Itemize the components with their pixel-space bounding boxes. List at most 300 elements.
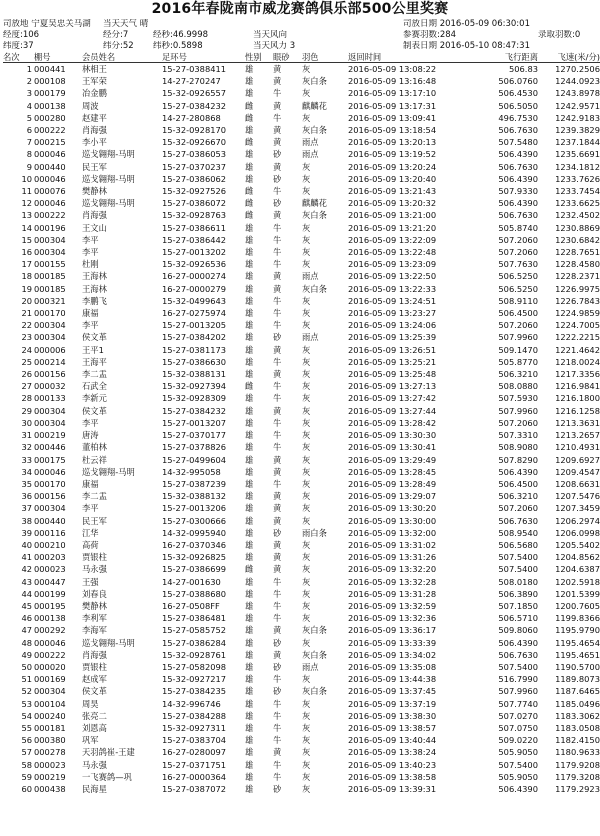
- cell-speed: 1270.2506: [555, 64, 600, 74]
- cell-color: 灰: [302, 234, 311, 245]
- col-header-member: 会员姓名: [82, 52, 162, 63]
- cell-sex: 雄: [245, 308, 254, 319]
- cell-color: 灰: [302, 173, 311, 184]
- cell-ring: 16-27-0000364: [162, 771, 227, 782]
- cell-return-time: 2016-05-09 13:21:43: [348, 186, 437, 197]
- cell-eye: 砂: [273, 527, 282, 538]
- cell-sex: 雌: [245, 112, 254, 123]
- cell-sex: 雄: [245, 356, 254, 367]
- cell-ring: 16-27-0275974: [162, 308, 227, 319]
- cell-sex: 雄: [245, 674, 254, 685]
- race-info-row-2: [0, 30, 600, 41]
- cell-eye: 黄: [273, 564, 282, 575]
- cell-loft: 000156: [34, 491, 66, 502]
- info-wind-force: 当天风力 3: [253, 41, 296, 51]
- cell-return-time: 2016-05-09 13:23:09: [348, 259, 437, 270]
- cell-speed: 1221.4642: [555, 344, 600, 355]
- cell-eye: 黄: [273, 137, 282, 148]
- cell-return-time: 2016-05-09 13:31:02: [348, 539, 437, 550]
- cell-ring: 15-32-0928170: [162, 125, 227, 136]
- cell-loft: 000280: [34, 112, 66, 123]
- table-row: [3, 588, 600, 600]
- cell-distance: 507.3310: [498, 430, 538, 441]
- cell-distance: 507.8290: [498, 454, 538, 465]
- cell-return-time: 2016-05-09 13:38:58: [348, 771, 437, 782]
- cell-eye: 砂: [273, 637, 282, 648]
- cell-rank: 11: [21, 186, 32, 197]
- cell-sex: 雄: [245, 454, 254, 465]
- cell-loft: 000046: [34, 637, 66, 648]
- cell-color: 雨点: [302, 149, 319, 160]
- cell-rank: 17: [21, 259, 32, 270]
- cell-loft: 000181: [34, 722, 66, 733]
- cell-ring: 15-27-0384232: [162, 405, 227, 416]
- cell-loft: 000196: [34, 222, 66, 233]
- table-row: [3, 356, 600, 368]
- cell-member: 贾银柱: [82, 661, 107, 672]
- cell-rank: 8: [26, 149, 32, 160]
- cell-return-time: 2016-05-09 13:20:40: [348, 173, 437, 184]
- cell-eye: 牛: [273, 600, 282, 611]
- cell-color: 雨点: [302, 332, 319, 343]
- cell-member: 天羽鸽崔-王建: [82, 747, 135, 758]
- table-row: [3, 734, 600, 746]
- cell-ring: 15-27-0386284: [162, 637, 227, 648]
- cell-return-time: 2016-05-09 13:24:51: [348, 295, 437, 306]
- table-row: [3, 710, 600, 722]
- cell-color: 灰: [302, 466, 311, 477]
- table-row: [3, 673, 600, 685]
- cell-speed: 1218.0024: [555, 356, 600, 367]
- cell-eye: 牛: [273, 442, 282, 453]
- table-row: [3, 649, 600, 661]
- col-header-distance: 飞行距离: [465, 52, 538, 63]
- cell-color: 灰: [302, 430, 311, 441]
- cell-eye: 黄: [273, 283, 282, 294]
- cell-color: 灰: [302, 247, 311, 258]
- cell-member: 冶金鹏: [82, 88, 107, 99]
- cell-sex: 雄: [245, 661, 254, 672]
- cell-speed: 1180.9633: [555, 747, 600, 758]
- cell-eye: 牛: [273, 112, 282, 123]
- cell-member: 民王军: [82, 161, 107, 172]
- cell-color: 灰: [302, 564, 311, 575]
- cell-distance: 506.7630: [498, 210, 538, 221]
- cell-eye: 牛: [273, 356, 282, 367]
- cell-distance: 505.9050: [498, 771, 538, 782]
- table-row: [3, 429, 600, 441]
- table-row: [3, 161, 600, 173]
- cell-sex: 雌: [245, 198, 254, 209]
- cell-speed: 1242.9183: [555, 112, 600, 123]
- table-row: [3, 783, 600, 795]
- cell-ring: 15-27-0013207: [162, 417, 227, 428]
- table-header-row: [3, 52, 600, 63]
- cell-color: 雨点: [302, 137, 319, 148]
- cell-color: 灰: [302, 747, 311, 758]
- table-row: [3, 197, 600, 209]
- cell-color: 灰: [302, 576, 311, 587]
- cell-speed: 1242.9571: [555, 100, 600, 111]
- cell-color: 灰: [302, 552, 311, 563]
- cell-eye: 黄: [273, 552, 282, 563]
- table-row: [3, 344, 600, 356]
- cell-loft: 000447: [34, 576, 66, 587]
- cell-sex: 雄: [245, 442, 254, 453]
- info-admitted: 录取羽数:0: [538, 30, 581, 40]
- cell-loft: 000222: [34, 125, 66, 136]
- cell-member: 王海林: [82, 283, 107, 294]
- cell-loft: 000076: [34, 186, 66, 197]
- table-row: [3, 612, 600, 624]
- cell-speed: 1195.9790: [555, 625, 600, 636]
- cell-loft: 000304: [34, 686, 66, 697]
- cell-color: 灰: [302, 369, 311, 380]
- cell-color: 灰白条: [302, 649, 327, 660]
- cell-eye: 牛: [273, 588, 282, 599]
- cell-ring: 15-27-0371751: [162, 759, 227, 770]
- cell-color: 灰: [302, 186, 311, 197]
- table-row: [3, 100, 600, 112]
- cell-rank: 21: [21, 308, 32, 319]
- cell-return-time: 2016-05-09 13:32:20: [348, 564, 437, 575]
- cell-member: 李小平: [82, 137, 107, 148]
- cell-member: 李二盂: [82, 491, 107, 502]
- cell-return-time: 2016-05-09 13:27:42: [348, 393, 437, 404]
- cell-ring: 15-32-0927526: [162, 186, 227, 197]
- cell-ring: 15-27-0585752: [162, 625, 227, 636]
- cell-rank: 57: [21, 747, 32, 758]
- cell-return-time: 2016-05-09 13:16:48: [348, 76, 437, 87]
- cell-sex: 雄: [245, 76, 254, 87]
- cell-ring: 15-32-0388132: [162, 491, 227, 502]
- cell-sex: 雄: [245, 539, 254, 550]
- table-row: [3, 722, 600, 734]
- cell-loft: 000195: [34, 600, 66, 611]
- cell-rank: 32: [21, 442, 32, 453]
- cell-eye: 牛: [273, 771, 282, 782]
- cell-loft: 000138: [34, 613, 66, 624]
- cell-speed: 1237.1844: [555, 137, 600, 148]
- cell-distance: 506.7630: [498, 161, 538, 172]
- cell-sex: 雄: [245, 88, 254, 99]
- cell-sex: 雄: [245, 478, 254, 489]
- cell-sex: 雄: [245, 173, 254, 184]
- cell-rank: 55: [21, 722, 32, 733]
- cell-ring: 15-27-0386072: [162, 198, 227, 209]
- cell-loft: 000214: [34, 356, 66, 367]
- cell-sex: 雄: [245, 283, 254, 294]
- cell-color: 灰: [302, 588, 311, 599]
- cell-return-time: 2016-05-09 13:18:54: [348, 125, 437, 136]
- cell-return-time: 2016-05-09 13:38:30: [348, 710, 437, 721]
- cell-return-time: 2016-05-09 13:37:45: [348, 686, 437, 697]
- cell-member: 李平: [82, 503, 99, 514]
- cell-distance: 507.2060: [498, 247, 538, 258]
- table-row: [3, 771, 600, 783]
- cell-color: 灰: [302, 771, 311, 782]
- table-row: [3, 185, 600, 197]
- cell-speed: 1213.2657: [555, 430, 600, 441]
- cell-sex: 雄: [245, 735, 254, 746]
- table-row: [3, 405, 600, 417]
- cell-distance: 506.4390: [498, 466, 538, 477]
- cell-member: 侯文革: [82, 686, 107, 697]
- cell-rank: 13: [21, 210, 32, 221]
- info-release-date: 司放日期 2016-05-09 06:30:01: [403, 19, 530, 29]
- cell-rank: 22: [21, 320, 32, 331]
- cell-distance: 506.7630: [498, 649, 538, 660]
- cell-eye: 黄: [273, 76, 282, 87]
- cell-sex: 雄: [245, 527, 254, 538]
- cell-distance: 507.5930: [498, 393, 538, 404]
- cell-sex: 雄: [245, 771, 254, 782]
- cell-member: 李平: [82, 234, 99, 245]
- cell-color: 灰: [302, 356, 311, 367]
- cell-speed: 1195.4651: [555, 649, 600, 660]
- table-row: [3, 698, 600, 710]
- table-row: [3, 307, 600, 319]
- cell-eye: 黄: [273, 454, 282, 465]
- cell-distance: 508.9540: [498, 527, 538, 538]
- cell-ring: 15-27-0370177: [162, 430, 227, 441]
- cell-distance: 507.9330: [498, 186, 538, 197]
- cell-eye: 牛: [273, 735, 282, 746]
- cell-member: 肖海强: [82, 125, 107, 136]
- table-row: [3, 173, 600, 185]
- cell-return-time: 2016-05-09 13:40:23: [348, 759, 437, 770]
- cell-sex: 雄: [245, 783, 254, 794]
- cell-distance: 507.2060: [498, 503, 538, 514]
- cell-rank: 4: [26, 100, 32, 111]
- cell-member: 李新元: [82, 393, 107, 404]
- cell-distance: 506.5250: [498, 271, 538, 282]
- cell-speed: 1195.4654: [555, 637, 600, 648]
- cell-loft: 000446: [34, 442, 66, 453]
- cell-ring: 16-27-0000279: [162, 283, 227, 294]
- cell-color: 麒麟花: [302, 198, 327, 209]
- cell-sex: 雄: [245, 710, 254, 721]
- cell-sex: 雄: [245, 161, 254, 172]
- cell-sex: 雄: [245, 491, 254, 502]
- cell-member: 巡戈翱翔-马明: [82, 466, 135, 477]
- cell-member: 李利军: [82, 613, 107, 624]
- cell-loft: 000219: [34, 771, 66, 782]
- cell-return-time: 2016-05-09 13:36:17: [348, 625, 437, 636]
- cell-color: 灰: [302, 64, 311, 74]
- table-row: [3, 466, 600, 478]
- cell-return-time: 2016-05-09 13:25:21: [348, 356, 437, 367]
- table-row: [3, 319, 600, 331]
- cell-member: 江华: [82, 527, 99, 538]
- cell-ring: 15-27-0386630: [162, 356, 227, 367]
- cell-color: 灰: [302, 259, 311, 270]
- cell-speed: 1185.0496: [555, 698, 600, 709]
- cell-loft: 000169: [34, 674, 66, 685]
- cell-sex: 雄: [245, 369, 254, 380]
- cell-eye: 砂: [273, 173, 282, 184]
- cell-return-time: 2016-05-09 13:34:02: [348, 649, 437, 660]
- cell-speed: 1232.4502: [555, 210, 600, 221]
- cell-distance: 506.4500: [498, 308, 538, 319]
- cell-color: 灰: [302, 405, 311, 416]
- cell-rank: 30: [21, 417, 32, 428]
- cell-return-time: 2016-05-09 13:27:13: [348, 381, 437, 392]
- cell-member: 民海星: [82, 783, 107, 794]
- cell-speed: 1179.2923: [555, 783, 600, 794]
- cell-ring: 15-27-0384288: [162, 710, 227, 721]
- race-info-row-3: [0, 41, 600, 52]
- cell-speed: 1187.6465: [555, 686, 600, 697]
- cell-speed: 1230.6842: [555, 234, 600, 245]
- cell-rank: 12: [21, 198, 32, 209]
- cell-speed: 1202.5918: [555, 576, 600, 587]
- cell-speed: 1230.8869: [555, 222, 600, 233]
- cell-ring: 15-32-0928763: [162, 210, 227, 221]
- cell-rank: 35: [21, 478, 32, 489]
- table-row: [3, 454, 600, 466]
- cell-rank: 33: [21, 454, 32, 465]
- cell-sex: 雄: [245, 393, 254, 404]
- cell-speed: 1224.7005: [555, 320, 600, 331]
- cell-sex: 雄: [245, 637, 254, 648]
- cell-rank: 29: [21, 405, 32, 416]
- cell-eye: 牛: [273, 478, 282, 489]
- cell-member: 侯文革: [82, 332, 107, 343]
- cell-rank: 56: [21, 735, 32, 746]
- table-row: [3, 295, 600, 307]
- cell-speed: 1222.2215: [555, 332, 600, 343]
- cell-loft: 000292: [34, 625, 66, 636]
- cell-loft: 000222: [34, 210, 66, 221]
- table-row: [3, 331, 600, 343]
- cell-sex: 雄: [245, 417, 254, 428]
- cell-return-time: 2016-05-09 13:40:44: [348, 735, 437, 746]
- info-longitude-sec: 经秒:46.9998: [153, 30, 209, 40]
- info-blank: [538, 19, 600, 30]
- cell-ring: 15-27-0387239: [162, 478, 227, 489]
- cell-speed: 1179.3208: [555, 771, 600, 782]
- cell-color: 灰: [302, 454, 311, 465]
- cell-eye: 牛: [273, 234, 282, 245]
- cell-return-time: 2016-05-09 13:28:49: [348, 478, 437, 489]
- cell-color: 雨白条: [302, 527, 327, 538]
- cell-rank: 14: [21, 222, 32, 233]
- cell-member: 李鹏飞: [82, 295, 107, 306]
- cell-return-time: 2016-05-09 13:32:59: [348, 600, 437, 611]
- cell-member: 杜刚: [82, 259, 99, 270]
- cell-distance: 506.3210: [498, 491, 538, 502]
- cell-rank: 38: [21, 515, 32, 526]
- cell-rank: 7: [26, 137, 32, 148]
- cell-eye: 黄: [273, 747, 282, 758]
- cell-distance: 507.9960: [498, 332, 538, 343]
- cell-member: 侯文革: [82, 405, 107, 416]
- cell-return-time: 2016-05-09 13:19:52: [348, 149, 437, 160]
- cell-color: 麒麟花: [302, 100, 327, 111]
- cell-member: 赵成军: [82, 674, 107, 685]
- table-row: [3, 746, 600, 758]
- cell-color: 灰白条: [302, 625, 327, 636]
- cell-sex: 雄: [245, 125, 254, 136]
- cell-rank: 9: [26, 161, 32, 172]
- cell-sex: 雄: [245, 430, 254, 441]
- cell-eye: 牛: [273, 259, 282, 270]
- cell-ring: 15-32-0499643: [162, 295, 227, 306]
- cell-distance: 507.5400: [498, 552, 538, 563]
- info-entries: 参赛羽数:284: [403, 30, 457, 40]
- cell-ring: 14-32-996746: [162, 698, 221, 709]
- table-row: [3, 380, 600, 392]
- cell-ring: 14-32-995058: [162, 466, 221, 477]
- cell-member: 刘恩高: [82, 722, 107, 733]
- cell-member: 巩军: [82, 735, 99, 746]
- cell-color: 灰: [302, 674, 311, 685]
- cell-sex: 雄: [245, 747, 254, 758]
- cell-speed: 1210.4931: [555, 442, 600, 453]
- cell-rank: 45: [21, 600, 32, 611]
- cell-loft: 000155: [34, 259, 66, 270]
- cell-rank: 18: [21, 271, 32, 282]
- table-row: [3, 551, 600, 563]
- cell-rank: 37: [21, 503, 32, 514]
- cell-speed: 1208.6631: [555, 478, 600, 489]
- cell-eye: 黄: [273, 466, 282, 477]
- cell-loft: 000156: [34, 369, 66, 380]
- cell-ring: 15-32-0926557: [162, 88, 227, 99]
- cell-speed: 1190.5700: [555, 661, 600, 672]
- cell-member: 杜云祥: [82, 454, 107, 465]
- cell-distance: 506.7630: [498, 125, 538, 136]
- cell-return-time: 2016-05-09 13:22:48: [348, 247, 437, 258]
- cell-eye: 黄: [273, 210, 282, 221]
- cell-member: 马永强: [82, 759, 107, 770]
- cell-rank: 50: [21, 661, 32, 672]
- cell-return-time: 2016-05-09 13:38:24: [348, 747, 437, 758]
- cell-color: 灰: [302, 600, 311, 611]
- table-row: [3, 576, 600, 588]
- cell-rank: 31: [21, 430, 32, 441]
- cell-ring: 15-32-0926670: [162, 137, 227, 148]
- cell-eye: 黄: [273, 161, 282, 172]
- cell-eye: 牛: [273, 430, 282, 441]
- cell-color: 灰: [302, 759, 311, 770]
- cell-distance: 516.7990: [498, 674, 538, 685]
- cell-sex: 雄: [245, 600, 254, 611]
- cell-color: 灰: [302, 722, 311, 733]
- cell-color: 灰: [302, 442, 311, 453]
- info-weather: 当天天气 晴: [103, 19, 149, 29]
- cell-sex: 雄: [245, 552, 254, 563]
- cell-ring: 15-27-0383704: [162, 735, 227, 746]
- table-row: [3, 515, 600, 527]
- cell-loft: 000006: [34, 344, 66, 355]
- cell-member: 樊静林: [82, 186, 107, 197]
- cell-member: 李二盂: [82, 369, 107, 380]
- cell-loft: 000304: [34, 247, 66, 258]
- cell-distance: 506.5050: [498, 100, 538, 111]
- cell-speed: 1224.9859: [555, 308, 600, 319]
- cell-speed: 1216.1800: [555, 393, 600, 404]
- cell-rank: 16: [21, 247, 32, 258]
- cell-member: 唐涛: [82, 430, 99, 441]
- cell-member: 贾银柱: [82, 552, 107, 563]
- table-row: [3, 441, 600, 453]
- info-longitude-min: 经分:7: [103, 30, 129, 40]
- cell-eye: 牛: [273, 393, 282, 404]
- cell-loft: 000210: [34, 539, 66, 550]
- cell-color: 灰: [302, 491, 311, 502]
